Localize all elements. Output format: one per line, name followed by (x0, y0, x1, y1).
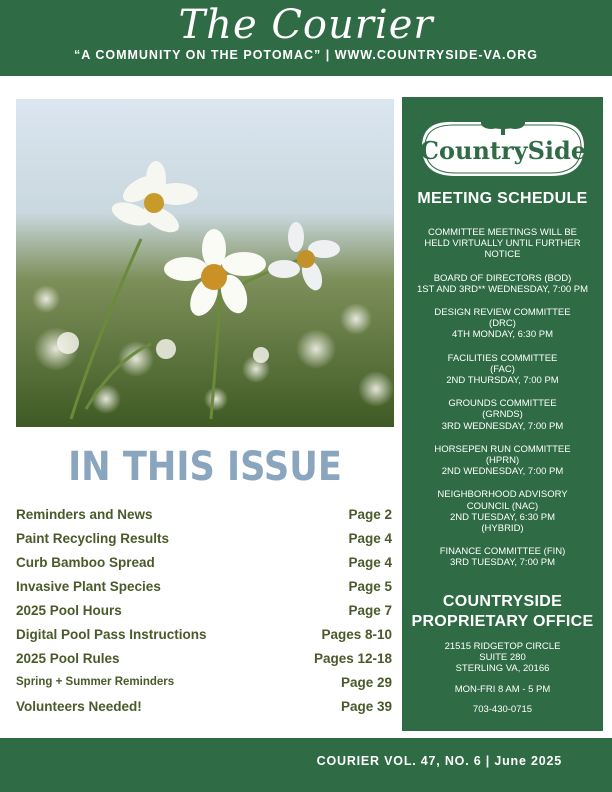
schedule-entry: HORSEPEN RUN COMMITTEE (HPRN) 2ND WEDNESDAY, 7:00 PM (434, 443, 571, 478)
office-phone[interactable]: 703-430-0715 (472, 703, 533, 715)
office-hours: MON-FRI 8 AM - 5 PM (454, 683, 551, 695)
schedule-entry: DESIGN REVIEW COMMITTEE (DRC) 4TH MONDAY, 6:30 PM (434, 307, 571, 341)
newsletter-tagline: “A COMMUNITY ON THE POTOMAC” | WWW.COUNTRYSIDE-VA.ORG (74, 48, 538, 62)
office-address: 21515 RIDGETOP CIRCLE SUITE 280 STERLING VA, 20166 (444, 641, 561, 675)
toc-item[interactable]: Reminders and News Page 2 (16, 506, 392, 522)
meeting-schedule-title: MEETING SCHEDULE (417, 190, 588, 207)
toc-item[interactable]: Curb Bamboo Spread Page 4 (16, 554, 392, 570)
schedule-entry: GROUNDS COMMITTEE (GRNDS) 3RD WEDNESDAY, 7:00 PM (441, 398, 564, 432)
table-of-contents (16, 502, 392, 718)
in-this-issue-heading: IN THIS ISSUE (68, 444, 342, 490)
meeting-schedule-list (406, 227, 599, 581)
svg-text:CountrySide: CountrySide (419, 136, 587, 165)
toc-item[interactable]: Spring + Summer Reminders Page 29 (16, 674, 392, 690)
countryside-logo (415, 107, 591, 183)
schedule-entry: NEIGHBORHOOD ADVISORY COUNCIL (NAC) 2ND TUESDAY, 6:30 PM (HYBRID) (437, 489, 568, 535)
schedule-entry: FINANCE COMMITTEE (FIN) 3RD TUESDAY, 7:00 PM (439, 546, 566, 569)
sidebar (402, 97, 603, 731)
issue-volume: COURIER VOL. 47, NO. 6 | June 2025 (316, 754, 562, 768)
toc-item[interactable]: 2025 Pool Rules Pages 12-18 (16, 650, 392, 666)
office-title: COUNTRYSIDE PROPRIETARY OFFICE (411, 593, 594, 630)
schedule-entry: BOARD OF DIRECTORS (BOD) 1ST AND 3RD** WEDNESDAY, 7:00 PM (416, 272, 589, 295)
masthead (0, 0, 612, 76)
office-info (402, 641, 603, 724)
cover-photo (16, 99, 394, 427)
schedule-entry: COMMITTEE MEETINGS WILL BE HELD VIRTUALLY UNTIL FURTHER NOTICE (424, 227, 581, 261)
toc-item[interactable]: 2025 Pool Hours Page 7 (16, 602, 392, 618)
footer (0, 738, 612, 792)
newsletter-title: The Courier (178, 2, 434, 48)
schedule-entry: FACILITIES COMMITTEE (FAC) 2ND THURSDAY, 7:00 PM (446, 352, 559, 387)
toc-item[interactable]: Digital Pool Pass Instructions Pages 8-10 (16, 626, 392, 642)
toc-item[interactable]: Paint Recycling Results Page 4 (16, 530, 392, 546)
toc-item[interactable]: Invasive Plant Species Page 5 (16, 578, 392, 594)
toc-item[interactable]: Volunteers Needed! Page 39 (16, 698, 392, 714)
